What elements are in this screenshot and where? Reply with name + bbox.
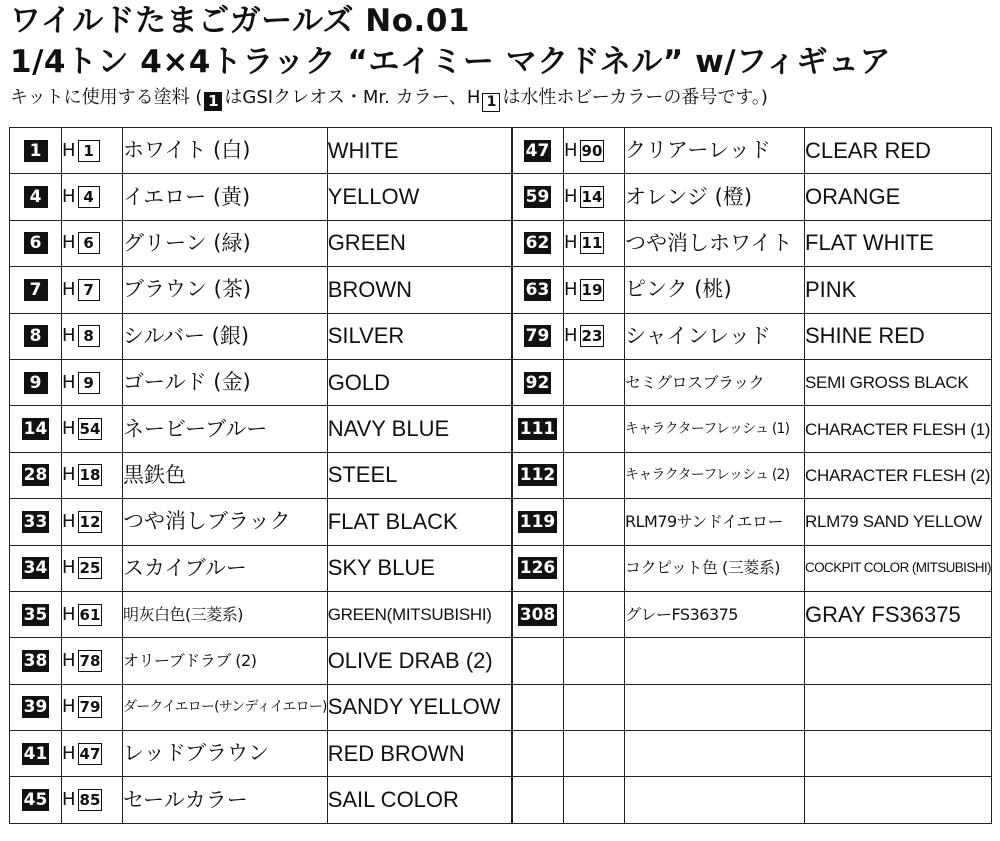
color-name-en: GOLD [327, 359, 512, 405]
color-name-en: SEMI GROSS BLACK [805, 359, 992, 405]
paint-row [512, 220, 992, 266]
color-name-en: COCKPIT COLOR (MITSUBISHI) [805, 545, 992, 591]
paint-row [512, 731, 992, 777]
mr-color-cell [512, 777, 564, 823]
mr-color-number: 92 [525, 372, 550, 393]
hobby-color-prefix: H [62, 603, 76, 625]
mr-color-cell [10, 359, 62, 405]
color-name-en: CHARACTER FLESH (1) [805, 406, 992, 452]
paint-note [10, 89, 768, 112]
color-name-en [805, 684, 992, 730]
paint-row [10, 452, 513, 498]
hobby-color-number: 90 [581, 141, 603, 160]
color-name-jp: ホワイト (白) [123, 128, 328, 174]
paint-row [512, 267, 992, 313]
mr-color-number: 41 [23, 743, 48, 764]
mr-color-cell [10, 684, 62, 730]
mr-color-cell [10, 267, 62, 313]
hobby-color-prefix: H [564, 278, 578, 300]
color-name-jp: シルバー (銀) [123, 313, 328, 359]
mr-color-number: 6 [24, 232, 48, 254]
mr-color-number: 62 [525, 233, 550, 254]
color-name-en: GREEN [327, 220, 512, 266]
color-name-en: ORANGE [805, 174, 992, 220]
paint-row [512, 777, 992, 823]
hobby-color-cell [62, 313, 123, 359]
mr-color-number: 39 [23, 697, 48, 718]
color-name-jp: オレンジ (橙) [625, 174, 805, 220]
color-name-jp: クリアーレッド [625, 128, 805, 174]
hobby-color-cell [62, 777, 123, 823]
color-name-jp: ピンク (桃) [625, 267, 805, 313]
page-title: ワイルドたまごガールズ No.01 [10, 3, 470, 39]
paint-row [512, 313, 992, 359]
hobby-color-cell [62, 684, 123, 730]
hobby-color-cell [564, 452, 625, 498]
mr-color-number: 1 [24, 140, 48, 162]
mr-color-box-example: 1 [204, 92, 222, 111]
mr-color-cell [10, 128, 62, 174]
mr-color-number: 9 [24, 372, 48, 394]
color-name-jp: コクピット色 (三菱系) [625, 545, 805, 591]
mr-color-number: 7 [24, 279, 48, 301]
color-name-jp: RLM79サンドイエロー [625, 499, 805, 545]
mr-color-cell [512, 591, 564, 637]
color-name-en: SAIL COLOR [327, 777, 512, 823]
paint-row [10, 128, 513, 174]
mr-color-cell [10, 174, 62, 220]
paint-row [512, 545, 992, 591]
paint-row [10, 406, 513, 452]
paint-row [512, 128, 992, 174]
mr-color-number: 47 [525, 140, 550, 161]
hobby-color-number: 23 [581, 327, 603, 346]
color-name-en: RLM79 SAND YELLOW [805, 499, 992, 545]
paint-row [10, 174, 513, 220]
mr-color-cell [512, 499, 564, 545]
paint-row [512, 359, 992, 405]
paint-row [512, 499, 992, 545]
paint-row [512, 174, 992, 220]
page-subtitle: 1/4トン 4×4トラック “エイミー マクドネル” w/フィギュア [10, 44, 892, 80]
hobby-color-number: 4 [78, 186, 100, 208]
paint-row [512, 638, 992, 684]
mr-color-cell [10, 220, 62, 266]
color-name-jp: シャインレッド [625, 313, 805, 359]
hobby-color-prefix: H [564, 325, 578, 347]
mr-color-cell [10, 638, 62, 684]
hobby-color-prefix: H [62, 742, 76, 764]
paint-row [512, 684, 992, 730]
hobby-color-cell [564, 684, 625, 730]
mr-color-cell [512, 684, 564, 730]
hobby-color-number: 12 [79, 512, 101, 531]
color-name-en: SKY BLUE [327, 545, 512, 591]
color-name-jp [625, 731, 805, 777]
color-name-en: GRAY FS36375 [805, 591, 992, 637]
color-name-jp: ゴールド (金) [123, 359, 328, 405]
paint-row [10, 359, 513, 405]
mr-color-number: 35 [23, 604, 48, 625]
color-name-en: GREEN(MITSUBISHI) [327, 591, 512, 637]
hobby-color-prefix: H [564, 139, 578, 161]
mr-color-cell [512, 545, 564, 591]
mr-color-cell [10, 777, 62, 823]
hobby-color-cell [564, 638, 625, 684]
paint-row [512, 452, 992, 498]
color-name-jp: セミグロスブラック [625, 359, 805, 405]
color-name-jp [625, 638, 805, 684]
hobby-color-box-example: 1 [482, 93, 500, 112]
color-name-jp [625, 777, 805, 823]
color-name-en: NAVY BLUE [327, 406, 512, 452]
hobby-color-cell [62, 499, 123, 545]
hobby-color-number: 14 [581, 188, 603, 207]
mr-color-cell [512, 267, 564, 313]
color-name-jp: ブラウン (茶) [123, 267, 328, 313]
hobby-color-number: 61 [79, 605, 101, 624]
color-name-en: SILVER [327, 313, 512, 359]
hobby-color-prefix: H [62, 186, 76, 208]
hobby-color-cell [62, 174, 123, 220]
hobby-color-number: 25 [79, 559, 101, 578]
mr-color-cell [10, 313, 62, 359]
mr-color-number: 79 [525, 326, 550, 347]
color-name-en: CHARACTER FLESH (2) [805, 452, 992, 498]
hobby-color-cell [62, 452, 123, 498]
hobby-color-number: 54 [79, 420, 101, 439]
hobby-color-cell [62, 591, 123, 637]
mr-color-number: 111 [519, 419, 556, 440]
color-name-en: WHITE [327, 128, 512, 174]
hobby-color-number: 1 [78, 140, 100, 162]
paint-table-right [511, 127, 992, 824]
hobby-color-number: 9 [78, 372, 100, 394]
note-text-2: はGSIクレオス・Mr. カラー、H [224, 87, 481, 108]
mr-color-cell [512, 174, 564, 220]
color-name-en [805, 638, 992, 684]
mr-color-number: 34 [23, 558, 48, 579]
hobby-color-prefix: H [564, 186, 578, 208]
color-name-en: BROWN [327, 267, 512, 313]
hobby-color-number: 19 [581, 280, 603, 299]
color-name-en [805, 731, 992, 777]
color-name-en: SHINE RED [805, 313, 992, 359]
hobby-color-cell [62, 731, 123, 777]
hobby-color-number: 8 [78, 325, 100, 347]
color-name-jp: つや消しホワイト [625, 220, 805, 266]
paint-row [10, 731, 513, 777]
hobby-color-cell [62, 359, 123, 405]
color-name-jp: オリーブドラブ (2) [123, 638, 328, 684]
hobby-color-prefix: H [62, 464, 76, 486]
hobby-color-cell [62, 638, 123, 684]
paint-row [10, 499, 513, 545]
paint-row [10, 313, 513, 359]
paint-row [10, 777, 513, 823]
color-name-jp: キャラクターフレッシュ (1) [625, 406, 805, 452]
hobby-color-cell [564, 359, 625, 405]
color-name-en: RED BROWN [327, 731, 512, 777]
hobby-color-number: 78 [79, 651, 101, 670]
hobby-color-prefix: H [62, 696, 76, 718]
hobby-color-prefix: H [62, 371, 76, 393]
mr-color-cell [10, 406, 62, 452]
color-name-en: PINK [805, 267, 992, 313]
mr-color-number: 63 [525, 279, 550, 300]
note-text-3: は水性ホビーカラーの番号です。) [502, 87, 768, 108]
color-name-jp: レッドブラウン [123, 731, 328, 777]
color-name-en: FLAT WHITE [805, 220, 992, 266]
hobby-color-cell [564, 174, 625, 220]
hobby-color-number: 79 [79, 698, 101, 717]
mr-color-number: 14 [23, 419, 48, 440]
hobby-color-cell [564, 777, 625, 823]
color-name-jp [625, 684, 805, 730]
mr-color-cell [10, 591, 62, 637]
hobby-color-number: 6 [78, 232, 100, 254]
color-name-jp: イエロー (黄) [123, 174, 328, 220]
hobby-color-cell [62, 545, 123, 591]
mr-color-number: 308 [519, 604, 556, 625]
hobby-color-cell [62, 128, 123, 174]
mr-color-cell [10, 499, 62, 545]
hobby-color-cell [564, 545, 625, 591]
paint-row [512, 591, 992, 637]
mr-color-number: 59 [525, 187, 550, 208]
paint-row [10, 267, 513, 313]
color-name-en: YELLOW [327, 174, 512, 220]
mr-color-cell [512, 313, 564, 359]
color-name-jp: セールカラー [123, 777, 328, 823]
color-name-en: SANDY YELLOW [327, 684, 512, 730]
color-name-jp: 黒鉄色 [123, 452, 328, 498]
color-name-en: FLAT BLACK [327, 499, 512, 545]
hobby-color-number: 18 [79, 466, 101, 485]
hobby-color-cell [564, 313, 625, 359]
hobby-color-prefix: H [62, 557, 76, 579]
color-name-en: STEEL [327, 452, 512, 498]
hobby-color-prefix: H [62, 278, 76, 300]
mr-color-number: 38 [23, 650, 48, 671]
hobby-color-cell [564, 731, 625, 777]
mr-color-number: 4 [24, 186, 48, 208]
hobby-color-cell [564, 128, 625, 174]
hobby-color-cell [62, 406, 123, 452]
hobby-color-cell [564, 267, 625, 313]
mr-color-number: 119 [519, 511, 556, 532]
paint-row [512, 406, 992, 452]
color-name-en: CLEAR RED [805, 128, 992, 174]
paint-row [10, 638, 513, 684]
hobby-color-number: 85 [79, 791, 101, 810]
hobby-color-number: 11 [581, 234, 603, 253]
color-name-jp: グレーFS36375 [625, 591, 805, 637]
color-name-en: OLIVE DRAB (2) [327, 638, 512, 684]
hobby-color-prefix: H [62, 649, 76, 671]
color-name-jp: 明灰白色(三菱系) [123, 591, 328, 637]
paint-row [10, 591, 513, 637]
mr-color-number: 126 [519, 558, 556, 579]
hobby-color-prefix: H [62, 510, 76, 532]
hobby-color-cell [62, 267, 123, 313]
mr-color-cell [10, 545, 62, 591]
hobby-color-cell [564, 499, 625, 545]
hobby-color-prefix: H [62, 418, 76, 440]
hobby-color-cell [564, 220, 625, 266]
mr-color-cell [10, 452, 62, 498]
hobby-color-cell [564, 406, 625, 452]
mr-color-cell [512, 638, 564, 684]
mr-color-number: 28 [23, 465, 48, 486]
mr-color-cell [512, 359, 564, 405]
mr-color-cell [10, 731, 62, 777]
color-name-jp: グリーン (緑) [123, 220, 328, 266]
color-name-jp: ダークイエロー(サンディイエロー) [123, 684, 328, 730]
hobby-color-cell [62, 220, 123, 266]
color-name-jp: つや消しブラック [123, 499, 328, 545]
hobby-color-number: 7 [78, 279, 100, 301]
mr-color-cell [512, 452, 564, 498]
mr-color-number: 8 [24, 325, 48, 347]
mr-color-cell [512, 220, 564, 266]
mr-color-number: 33 [23, 511, 48, 532]
mr-color-number: 112 [519, 465, 556, 486]
color-name-jp: スカイブルー [123, 545, 328, 591]
mr-color-cell [512, 128, 564, 174]
hobby-color-cell [564, 591, 625, 637]
hobby-color-prefix: H [62, 232, 76, 254]
paint-row [10, 220, 513, 266]
hobby-color-number: 47 [79, 744, 101, 763]
paint-table-left [9, 127, 513, 824]
note-text-1: キットに使用する塗料 ( [10, 87, 203, 108]
mr-color-number: 45 [23, 790, 48, 811]
paint-row [10, 684, 513, 730]
hobby-color-prefix: H [62, 789, 76, 811]
mr-color-cell [512, 731, 564, 777]
hobby-color-prefix: H [62, 139, 76, 161]
color-name-jp: キャラクターフレッシュ (2) [625, 452, 805, 498]
mr-color-cell [512, 406, 564, 452]
paint-row [10, 545, 513, 591]
hobby-color-prefix: H [62, 325, 76, 347]
hobby-color-prefix: H [564, 232, 578, 254]
color-name-en [805, 777, 992, 823]
color-name-jp: ネービーブルー [123, 406, 328, 452]
